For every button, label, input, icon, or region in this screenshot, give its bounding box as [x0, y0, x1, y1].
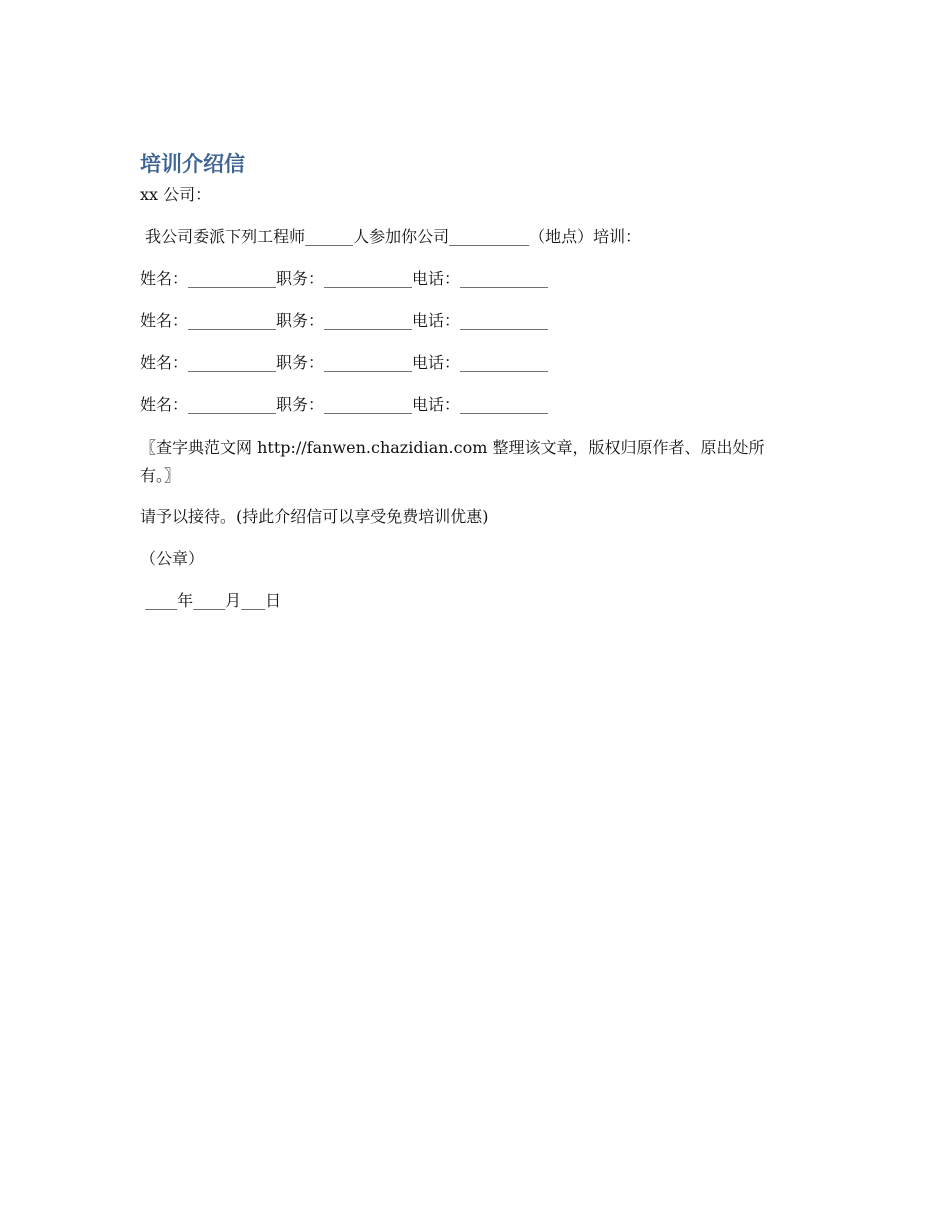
document-title: 培训介绍信 — [140, 152, 245, 176]
attendee-row: 姓名：___________职务：___________电话：___________ — [140, 269, 549, 288]
greeting-line: xx 公司： — [140, 185, 212, 204]
date-line: ____年____月___日 — [140, 591, 282, 610]
attendee-row: 姓名：___________职务：___________电话：___________ — [140, 311, 549, 330]
seal-line: （公章） — [140, 549, 205, 568]
attendee-list — [140, 266, 780, 418]
attendee-row: 姓名：___________职务：___________电话：___________ — [140, 395, 549, 414]
source-notice: 〖查字典范文网 http://fanwen.chazidian.com 整理该文章，版权归原作者、原出处所有。〗 — [140, 438, 765, 485]
closing-line: 请予以接待。(持此介绍信可以享受免费培训优惠) — [140, 507, 489, 526]
document-body — [140, 148, 780, 614]
attendee-row: 姓名：___________职务：___________电话：___________ — [140, 353, 549, 372]
intro-paragraph: 我公司委派下列工程师______人参加你公司__________（地点）培训： — [140, 227, 642, 246]
